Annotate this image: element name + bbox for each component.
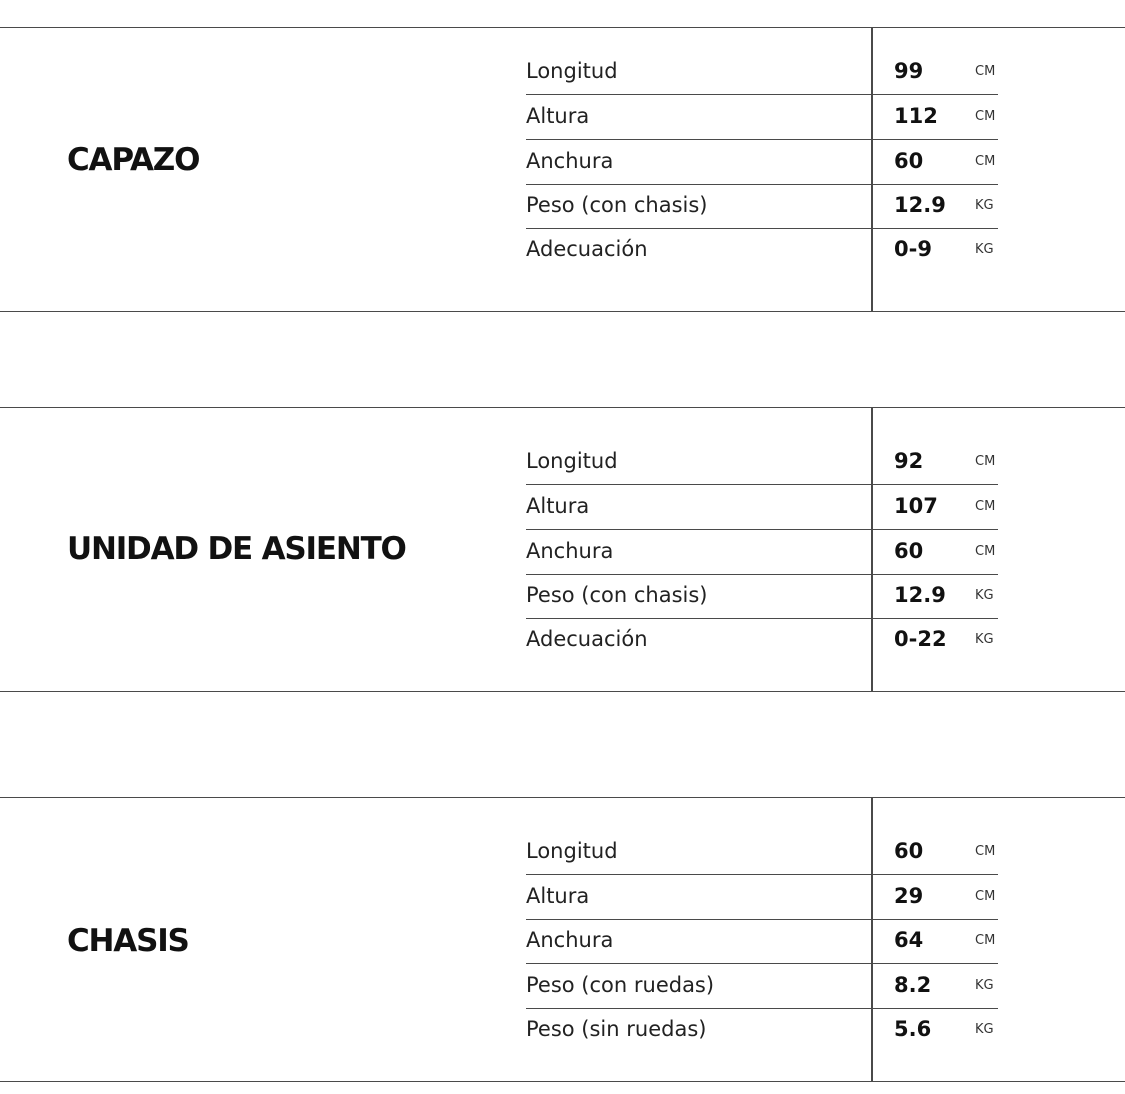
spec-row: [526, 831, 998, 875]
spec-label: Adecuación: [526, 237, 648, 261]
spec-row: [526, 920, 998, 964]
spec-label: Anchura: [526, 539, 614, 563]
spec-row: [526, 229, 998, 273]
spec-value: 107: [894, 494, 938, 518]
spec-label: Altura: [526, 884, 590, 908]
spec-unit: KG: [975, 242, 994, 257]
spec-label: Anchura: [526, 928, 614, 952]
spec-label: Adecuación: [526, 627, 648, 651]
spec-label: Longitud: [526, 59, 618, 83]
spec-unit: KG: [975, 978, 994, 993]
spec-unit: KG: [975, 632, 994, 647]
spec-section-capazo: [0, 27, 1125, 312]
spec-row: [526, 96, 998, 140]
spec-section-chasis: [0, 797, 1125, 1082]
spec-label: Peso (con ruedas): [526, 973, 715, 997]
spec-unit: KG: [975, 588, 994, 603]
spec-row: [526, 575, 998, 619]
spec-row: [526, 441, 998, 485]
spec-value: 60: [894, 539, 924, 563]
spec-value: 12.9: [894, 583, 946, 607]
spec-row: [526, 965, 998, 1009]
spec-unit: CM: [975, 544, 996, 559]
spec-unit: CM: [975, 844, 996, 859]
spec-row: [526, 486, 998, 530]
spec-value: 0-9: [894, 237, 932, 261]
section-title: UNIDAD DE ASIENTO: [67, 531, 406, 567]
spec-label: Anchura: [526, 149, 614, 173]
spec-value: 64: [894, 928, 924, 952]
spec-section-unidad-de-asiento: [0, 407, 1125, 692]
spec-unit: CM: [975, 889, 996, 904]
spec-unit: CM: [975, 499, 996, 514]
spec-unit: KG: [975, 1022, 994, 1037]
spec-unit: CM: [975, 154, 996, 169]
spec-unit: CM: [975, 454, 996, 469]
spec-value: 60: [894, 149, 924, 173]
spec-label: Longitud: [526, 449, 618, 473]
spec-label: Peso (sin ruedas): [526, 1017, 707, 1041]
spec-label: Peso (con chasis): [526, 193, 708, 217]
section-title: CAPAZO: [67, 142, 200, 178]
spec-label: Altura: [526, 494, 590, 518]
spec-label: Peso (con chasis): [526, 583, 708, 607]
spec-row: [526, 51, 998, 95]
spec-label: Longitud: [526, 839, 618, 863]
spec-unit: CM: [975, 109, 996, 124]
spec-row: [526, 185, 998, 229]
spec-unit: CM: [975, 64, 996, 79]
spec-row: [526, 531, 998, 575]
section-title: CHASIS: [67, 923, 189, 959]
spec-value: 0-22: [894, 627, 947, 651]
spec-label: Altura: [526, 104, 590, 128]
spec-row: [526, 141, 998, 185]
spec-row: [526, 619, 998, 663]
spec-value: 12.9: [894, 193, 946, 217]
spec-row: [526, 876, 998, 920]
spec-unit: CM: [975, 933, 996, 948]
spec-value: 60: [894, 839, 924, 863]
spec-value: 99: [894, 59, 924, 83]
spec-value: 5.6: [894, 1017, 932, 1041]
spec-value: 112: [894, 104, 938, 128]
spec-value: 29: [894, 884, 924, 908]
spec-value: 92: [894, 449, 924, 473]
spec-row: [526, 1009, 998, 1053]
spec-unit: KG: [975, 198, 994, 213]
spec-value: 8.2: [894, 973, 932, 997]
